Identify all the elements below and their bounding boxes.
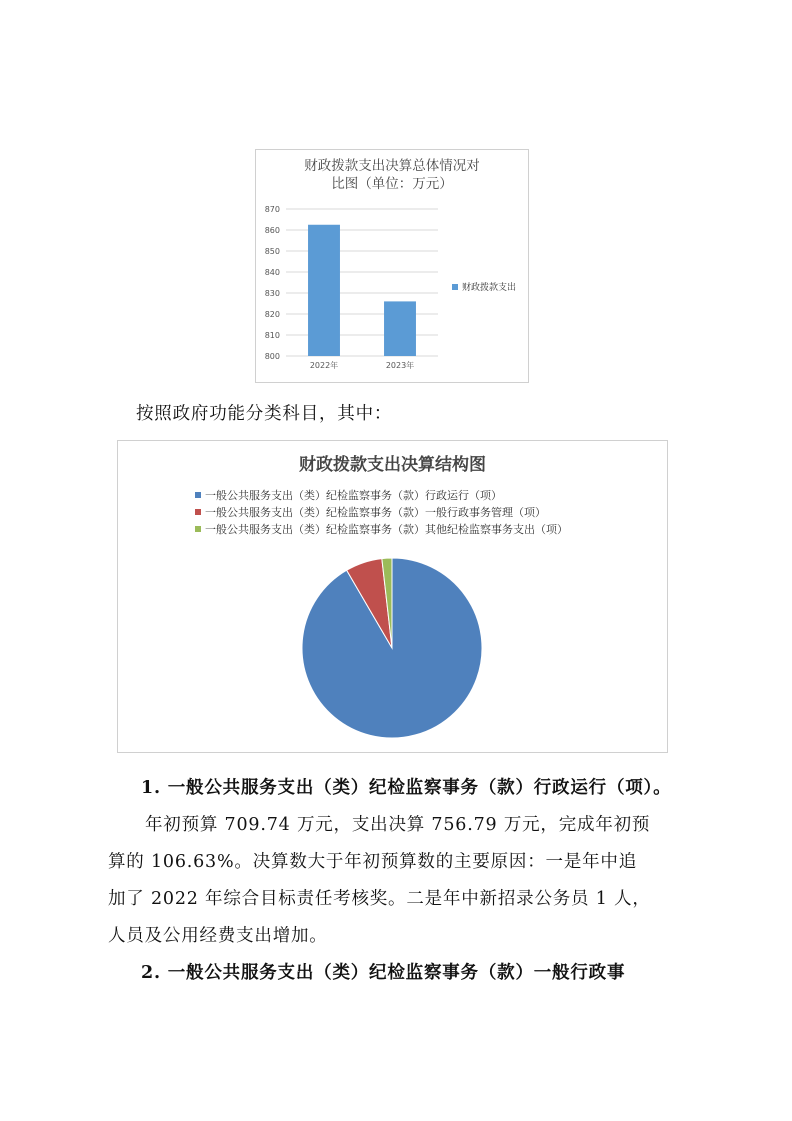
section1-line4: 人员及公用经费支出增加。: [108, 926, 328, 946]
y-tick-label: 800: [264, 352, 280, 361]
y-tick-label: 840: [264, 268, 280, 277]
bar: [308, 225, 340, 356]
y-tick-label: 810: [264, 331, 280, 340]
bar-chart-legend: [452, 280, 516, 293]
y-tick-label: 860: [264, 226, 280, 235]
section1-line3: 加了 2022 年综合目标责任考核奖。二是年中新招录公务员 1 人，: [108, 889, 651, 909]
pie-legend-label: 一般公共服务支出（类）纪检监察事务（款）其他纪检监察事务支出（项）: [205, 522, 568, 536]
x-tick-label: 2023年: [385, 361, 415, 370]
pie-legend-label: 一般公共服务支出（类）纪检监察事务（款）行政运行（项）: [205, 488, 502, 502]
legend-label: 财政拨款支出: [462, 283, 517, 293]
x-tick-label: 2022年: [309, 361, 339, 370]
y-tick-label: 820: [264, 310, 280, 319]
intro-text: 按照政府功能分类科目，其中：: [136, 404, 393, 424]
legend-swatch: [452, 284, 458, 290]
pie-chart-title: 财政拨款支出决算结构图: [299, 455, 486, 475]
bar-chart-plot: [256, 150, 528, 382]
bar-chart-title-line1: 财政拨款支出决算总体情况对: [304, 158, 480, 174]
y-tick-label: 870: [264, 205, 280, 214]
y-tick-label: 830: [264, 289, 280, 298]
section1-line1: 年初预算 709.74 万元，支出决算 756.79 万元，完成年初预: [145, 815, 651, 835]
y-tick-label: 850: [264, 247, 280, 256]
pie-chart-box: [117, 440, 668, 753]
pie-chart-plot: [118, 441, 667, 752]
bar: [384, 301, 416, 356]
section2-heading: 2. 一般公共服务支出（类）纪检监察事务（款）一般行政事: [141, 963, 626, 983]
section1-line2: 算的 106.63%。决算数大于年初预算数的主要原因：一是年中追: [108, 852, 638, 872]
section1-heading: 1. 一般公共服务支出（类）纪检监察事务（款）行政运行（项）。: [141, 778, 672, 798]
bar-chart-box: [255, 149, 529, 383]
pie-legend-label: 一般公共服务支出（类）纪检监察事务（款）一般行政事务管理（项）: [205, 505, 546, 519]
bar-chart-title-line2: 比图（单位：万元）: [331, 176, 453, 192]
